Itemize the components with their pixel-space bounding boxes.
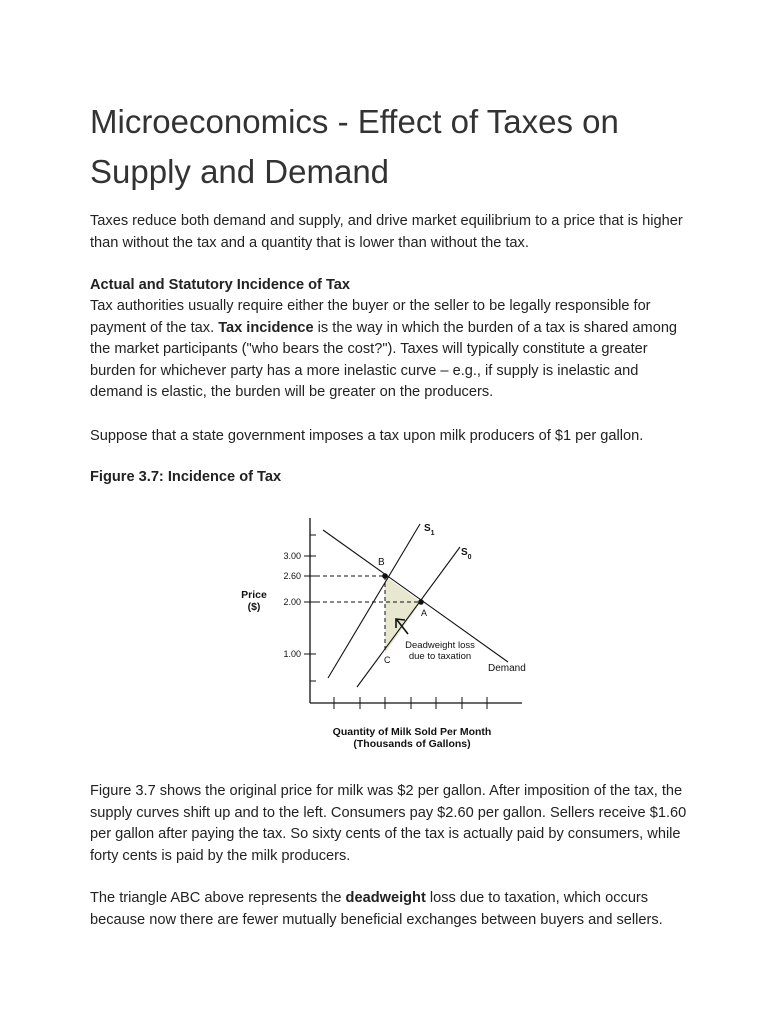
annotation-line-2: due to taxation: [408, 651, 472, 662]
suppose-paragraph: Suppose that a state government imposes a tax upon milk producers of $1 per gallon.: [90, 428, 644, 444]
point-a-label: A: [421, 608, 428, 618]
point-b-label: B: [378, 557, 385, 568]
y-axis-label: Price: [241, 589, 267, 601]
point-b-marker: [382, 573, 388, 579]
intro-paragraph: Taxes reduce both demand and supply, and drive market equilibrium to a price that is higher than without the tax and a quantity that is lower than without the tax.: [90, 213, 683, 251]
deadweight-text-2: loss due to taxation, which occurs because now there are fewer mutually beneficial exchanges between buyers and sellers.: [90, 890, 663, 928]
y-tick-label: 1.00: [283, 649, 301, 659]
point-a-marker: [418, 599, 424, 605]
annotation-line-1: Deadweight loss: [405, 640, 475, 651]
y-axis-unit: ($): [247, 601, 261, 613]
s0-label: [461, 547, 472, 561]
s0-label-main: S: [461, 547, 468, 558]
y-tick-label: 2.00: [283, 597, 301, 607]
deadweight-paragraph: [90, 888, 690, 931]
y-tick-label: 3.00: [283, 551, 301, 561]
tax-incidence-term: Tax incidence: [218, 319, 314, 336]
page-title: Microeconomics - Effect of Taxes on Supply and Demand: [90, 103, 619, 190]
section-heading: Actual and Statutory Incidence of Tax: [90, 277, 351, 293]
s1-label: [424, 523, 435, 537]
point-c-label: C: [384, 655, 391, 665]
figure-caption: Figure 3.7: Incidence of Tax: [90, 469, 282, 485]
explanation-paragraph: Figure 3.7 shows the original price for milk was $2 per gallon. After imposition of the tax, the supply curves shift up and to the left. Consumers pay $2.60 per gallon. Sellers receive $1.60 per gallon after paying the tax. So sixty cents of the tax is actually paid by consumers, while forty cents is paid by the milk producers.: [90, 783, 687, 864]
s0-label-sub: 0: [467, 554, 472, 561]
incidence-text-2: is the way in which the burden of a tax is shared among the market participants ("who bears the cost?"). Taxes will typically constitute a greater burden for whichever party has a more inelastic curve – e.g., if supply is inelastic and demand is elastic, the burden will be greater on the producers.: [90, 319, 678, 400]
y-tick-label: 2.60: [283, 571, 301, 581]
deadweight-text-1: The triangle ABC above represents the: [90, 890, 346, 906]
supply-demand-diagram: [230, 510, 550, 760]
incidence-of-tax-figure: [230, 510, 550, 760]
incidence-paragraph: [90, 296, 690, 404]
s1-label-main: S: [424, 523, 431, 534]
x-axis-label: Quantity of Milk Sold Per Month: [332, 726, 492, 738]
incidence-text-1: Tax authorities usually require either the buyer or the seller to be legally responsible for payment of the tax.: [90, 298, 651, 336]
deadweight-term: deadweight: [345, 890, 426, 906]
x-axis-unit: (Thousands of Gallons): [353, 738, 471, 750]
demand-label: Demand: [488, 663, 526, 674]
s1-label-sub: 1: [430, 530, 435, 537]
